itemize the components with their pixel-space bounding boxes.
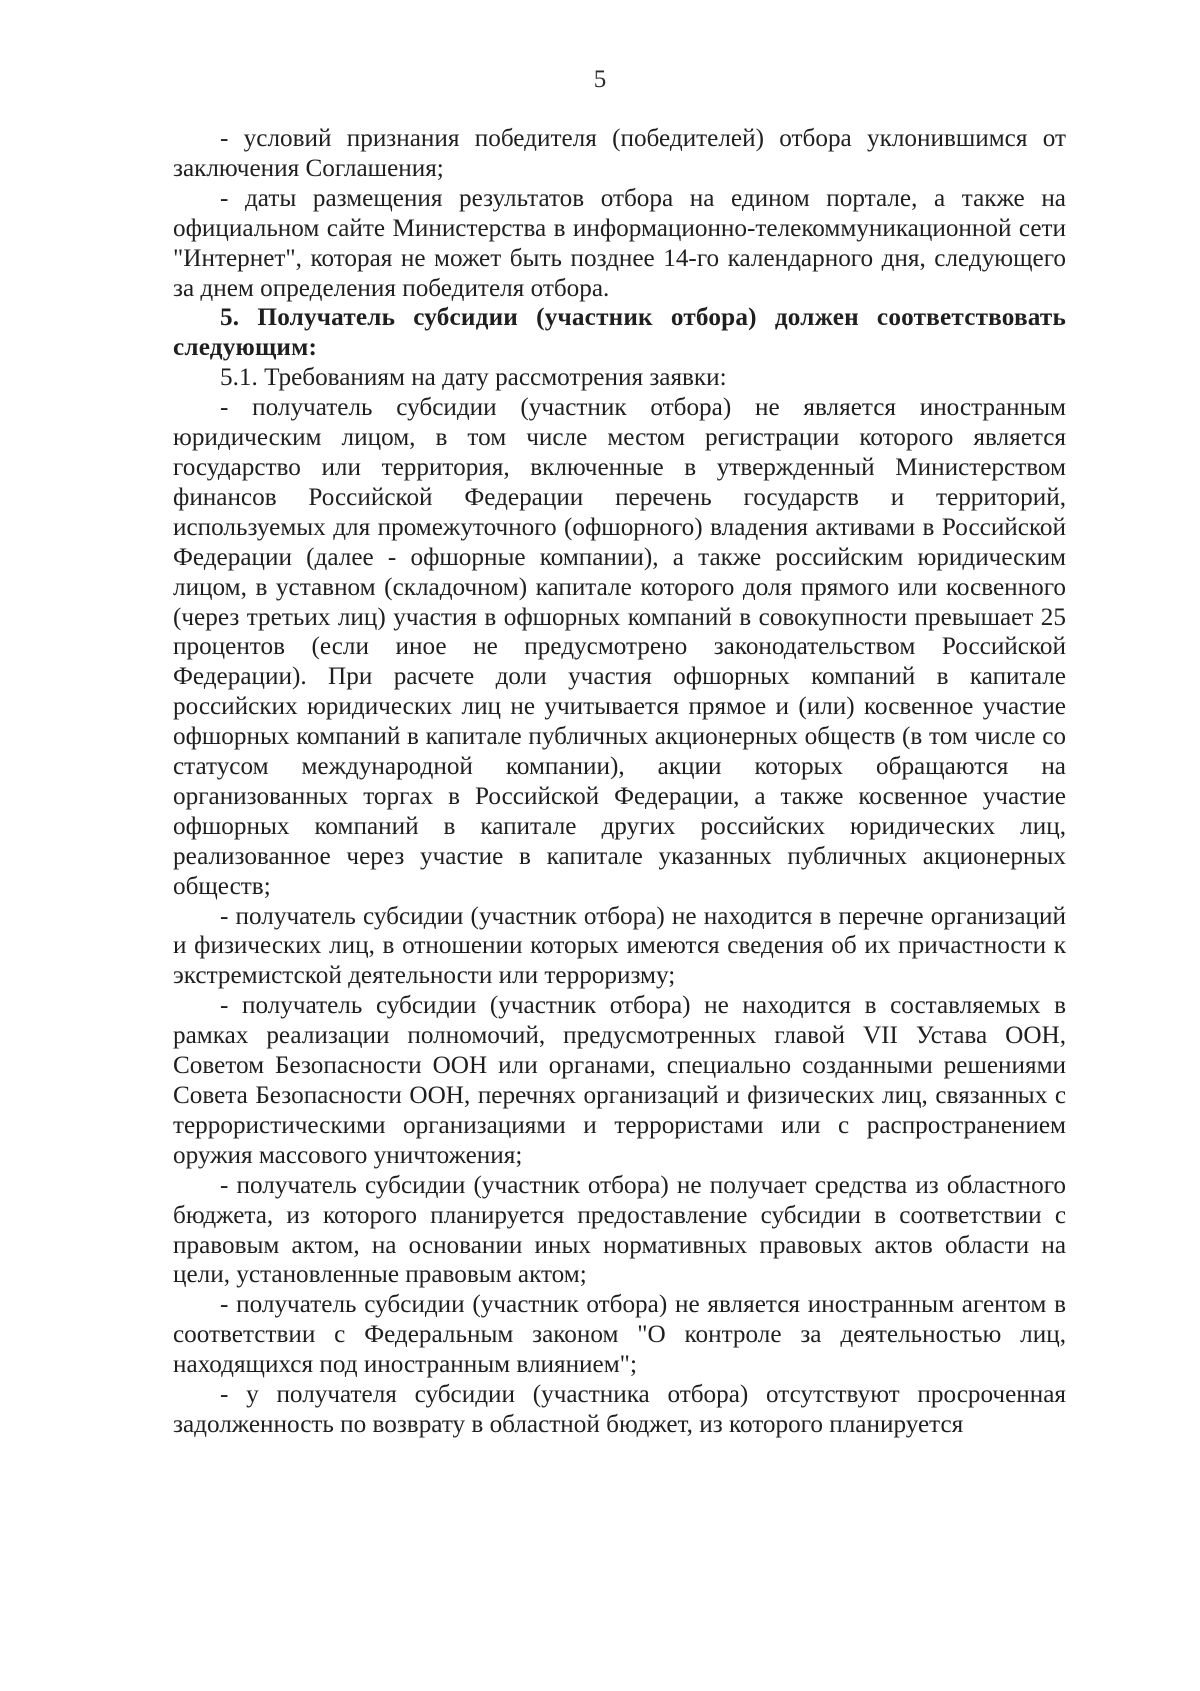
paragraph-debt-requirement: - у получателя субсидии (участника отбора) отсутствуют просроченная задолженность по возврату в областной бюджет, из которого планируется — [173, 1381, 1066, 1438]
paragraph-un-sanctions-requirement: - получатель субсидии (участник отбора) не находится в составляемых в рамках реализации полномочий, предусмотренных главой VII Устава ООН, Советом Безопасности ООН или органами, специально созданными решениями Совета Безопасности ООН, перечнях организаций и физических лиц, связанных с террористическими организациями и террористами или с распространением оружия массового уничтожения; — [173, 992, 1066, 1169]
section-heading-5: 5. Получатель субсидии (участник отбора) должен соответствовать следующим: — [173, 304, 1066, 362]
paragraph-foreign-agent-requirement: - получатель субсидии (участник отбора) не является иностранным агентом в соответствии с Федеральным законом "О контроле за деятельностью лиц, находящихся под иностранным влиянием"; — [173, 1291, 1066, 1379]
page-number: 5 — [593, 66, 607, 93]
paragraph-no-other-funding-requirement: - получатель субсидии (участник отбора) не получает средства из областного бюджета, из которого планируется предоставление субсидии в соответствии с правовым актом, на основании иных нормативных правовых актов области на цели, установленные правовым актом; — [173, 1171, 1066, 1289]
paragraph-results-publication-date: - даты размещения результатов отбора на едином портале, а также на официальном сайте Министерства в информационно-телекоммуникационной сети "Интернет", которая не может быть позднее 14-го календарного дня, следующего за днем определения победителя отбора. — [173, 184, 1066, 302]
paragraph-winner-evasion-conditions: - условий признания победителя (победителей) отбора уклонившимся от заключения Соглашения; — [173, 125, 1066, 182]
paragraph-offshore-requirement: - получатель субсидии (участник отбора) не является иностранным юридическим лицом, в том числе местом регистрации которого является государство или территория, включенные в утвержденный Министерством финансов Российской Федерации перечень государств и территорий, используемых для промежуточного (офшорного) владения активами в Российской Федерации (далее - офшорные компании), а также российским юридическим лицом, в уставном (складочном) капитале которого доля прямого или косвенного (через третьих лиц) участия в офшорных компаний в совокупности превышает 25 процентов (если иное не предусмотрено законодательством Российской Федерации). При расчете доли участия офшорных компаний в капитале российских юридических лиц не учитывается прямое и (или) косвенное участие офшорных компаний в капитале публичных акционерных обществ (в том числе со статусом международной компании), акции которых обращаются на организованных торгах в Российской Федерации, а также косвенное участие офшорных компаний в капитале других российских юридических лиц, реализованное через участие в капитале указанных публичных акционерных обществ; — [173, 394, 1066, 900]
paragraph-requirements-5-1: 5.1. Требованиям на дату рассмотрения заявки: — [220, 364, 727, 392]
document-body — [173, 124, 1066, 1440]
paragraph-extremism-requirement: - получатель субсидии (участник отбора) не находится в перечне организаций и физических лиц, в отношении которых имеются сведения об их причастности к экстремистской деятельности или терроризму; — [173, 902, 1066, 990]
